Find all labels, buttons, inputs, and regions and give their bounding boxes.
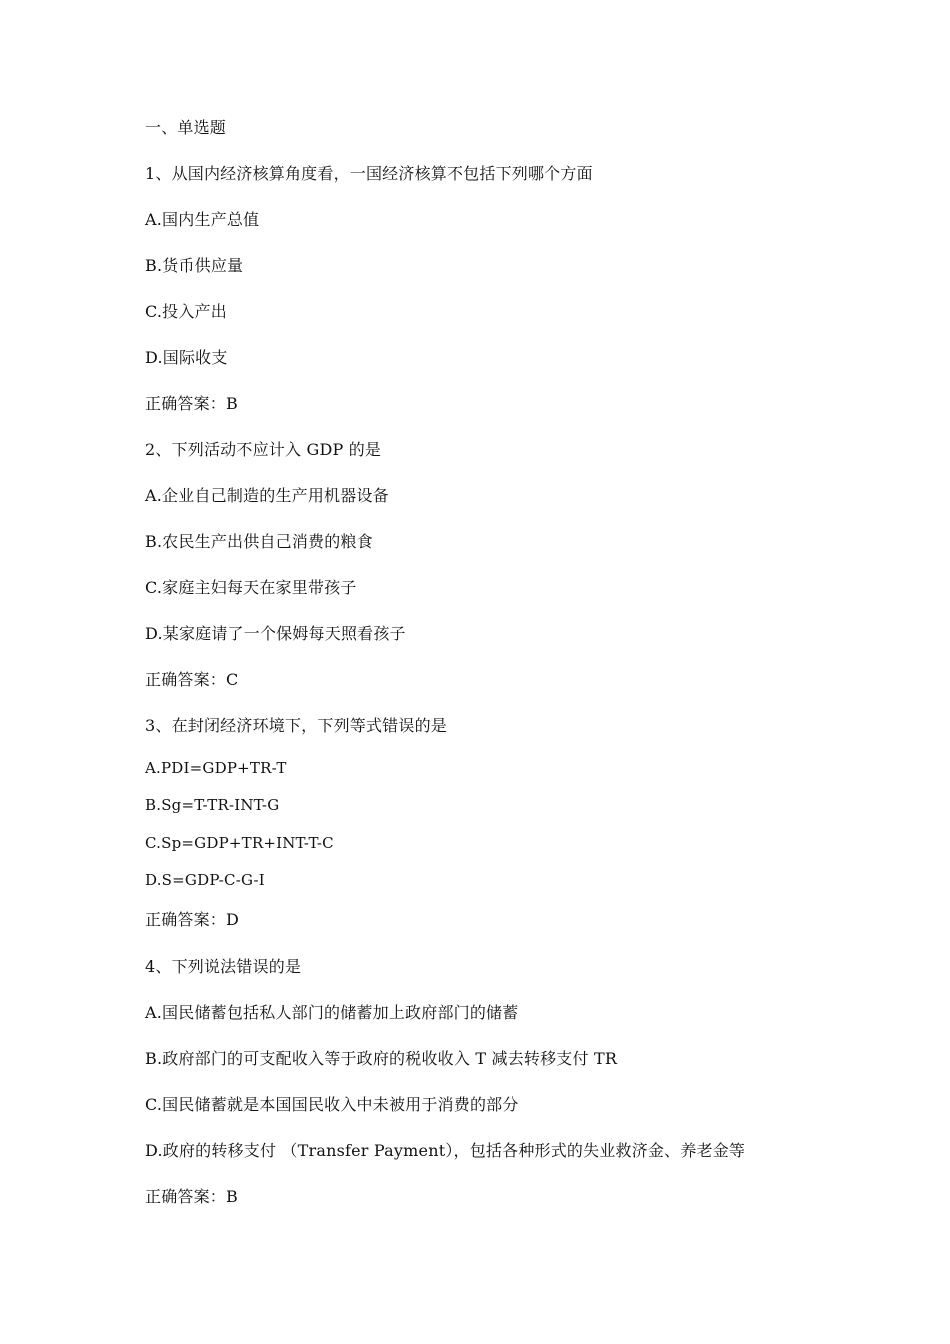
question-4-option-b: B.政府部门的可支配收入等于政府的税收收入 T 减去转移支付 TR (145, 1049, 618, 1068)
question-2-option-a: A.企业自己制造的生产用机器设备 (145, 486, 389, 505)
question-3-answer: 正确答案：D (145, 910, 240, 929)
question-1-option-a: A.国内生产总值 (145, 210, 260, 229)
question-2-answer: 正确答案：C (145, 670, 239, 689)
question-3-option-b: B.Sg=T-TR-INT-G (145, 796, 280, 814)
question-2-stem: 2、下列活动不应计入 GDP 的是 (145, 440, 382, 459)
question-1-stem: 1、从国内经济核算角度看，一国经济核算不包括下列哪个方面 (145, 164, 593, 183)
question-3-option-a: A.PDI=GDP+TR-T (145, 759, 287, 777)
question-3-option-c: C.Sp=GDP+TR+INT-T-C (145, 834, 334, 852)
question-3-option-d: D.S=GDP-C-G-I (145, 871, 265, 889)
question-4-option-c: C.国民储蓄就是本国国民收入中未被用于消费的部分 (145, 1095, 519, 1114)
question-2-option-b: B.农民生产出供自己消费的粮食 (145, 532, 373, 551)
question-1-answer: 正确答案：B (145, 394, 238, 413)
question-4-answer: 正确答案：B (145, 1187, 238, 1206)
question-1-option-d: D.国际收支 (145, 348, 228, 367)
question-4-stem: 4、下列说法错误的是 (145, 957, 302, 976)
question-1-option-b: B.货币供应量 (145, 256, 244, 275)
question-1-option-c: C.投入产出 (145, 302, 227, 321)
section-title: 一、单选题 (145, 118, 227, 137)
question-4-option-a: A.国民储蓄包括私人部门的储蓄加上政府部门的储蓄 (145, 1003, 519, 1022)
question-4-option-d: D.政府的转移支付 （Transfer Payment），包括各种形式的失业救济金、养老金等 (145, 1141, 746, 1160)
question-2-option-c: C.家庭主妇每天在家里带孩子 (145, 578, 357, 597)
question-3-stem: 3、在封闭经济环境下，下列等式错误的是 (145, 716, 447, 735)
question-2-option-d: D.某家庭请了一个保姆每天照看孩子 (145, 624, 406, 643)
